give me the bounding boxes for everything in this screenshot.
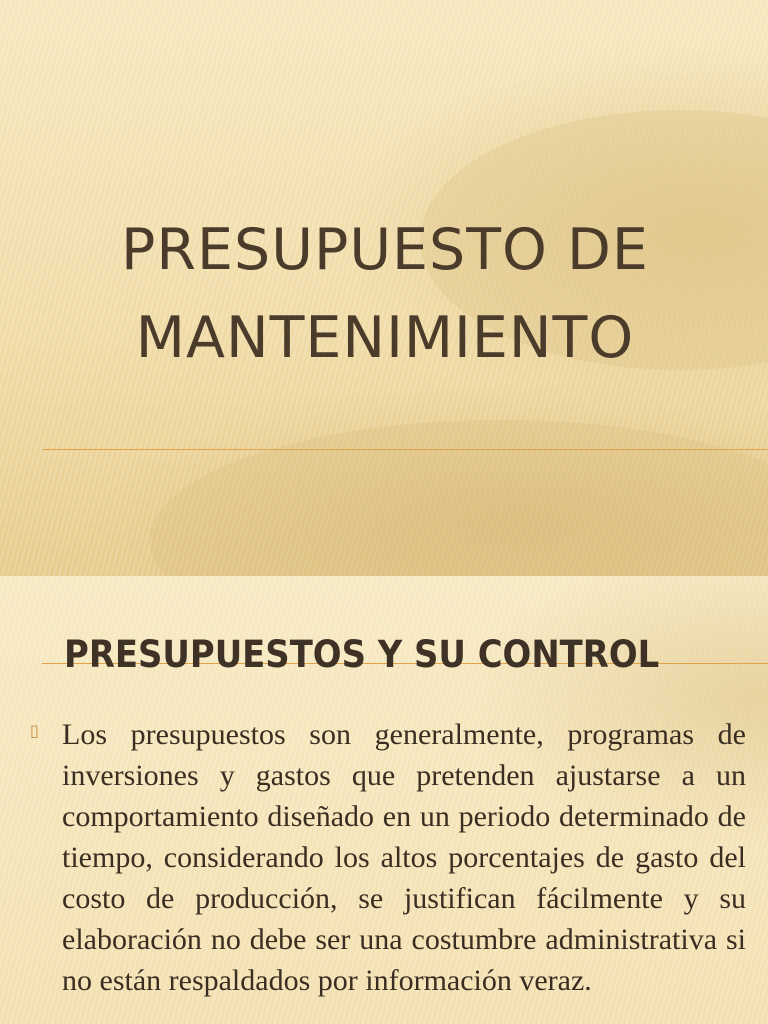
title-line-2: MANTENIMIENTO	[135, 305, 635, 371]
slide-heading: PRESUPUESTOS Y SU CONTROL	[64, 633, 660, 676]
bullet-list	[30, 714, 746, 1001]
title-line-1: PRESUPUESTO DE	[121, 217, 649, 283]
bullet-text: Los presupuestos son generalmente, programas de inversiones y gastos que pretenden ajustarse a un comportamiento diseñado en un periodo determinado de tiempo, considerando los altos porcentajes de gasto del costo de producción, se justifican fácilmente y su elaboración no debe ser una costumbre administrativa si no están respaldados por información veraz.	[62, 718, 746, 997]
content-slide	[0, 576, 768, 1024]
background-swoosh	[150, 420, 768, 576]
title-divider-line	[42, 449, 768, 450]
bullet-item	[30, 714, 746, 1001]
presentation-title	[40, 206, 730, 382]
bullet-marker-icon: ▯	[30, 721, 39, 740]
